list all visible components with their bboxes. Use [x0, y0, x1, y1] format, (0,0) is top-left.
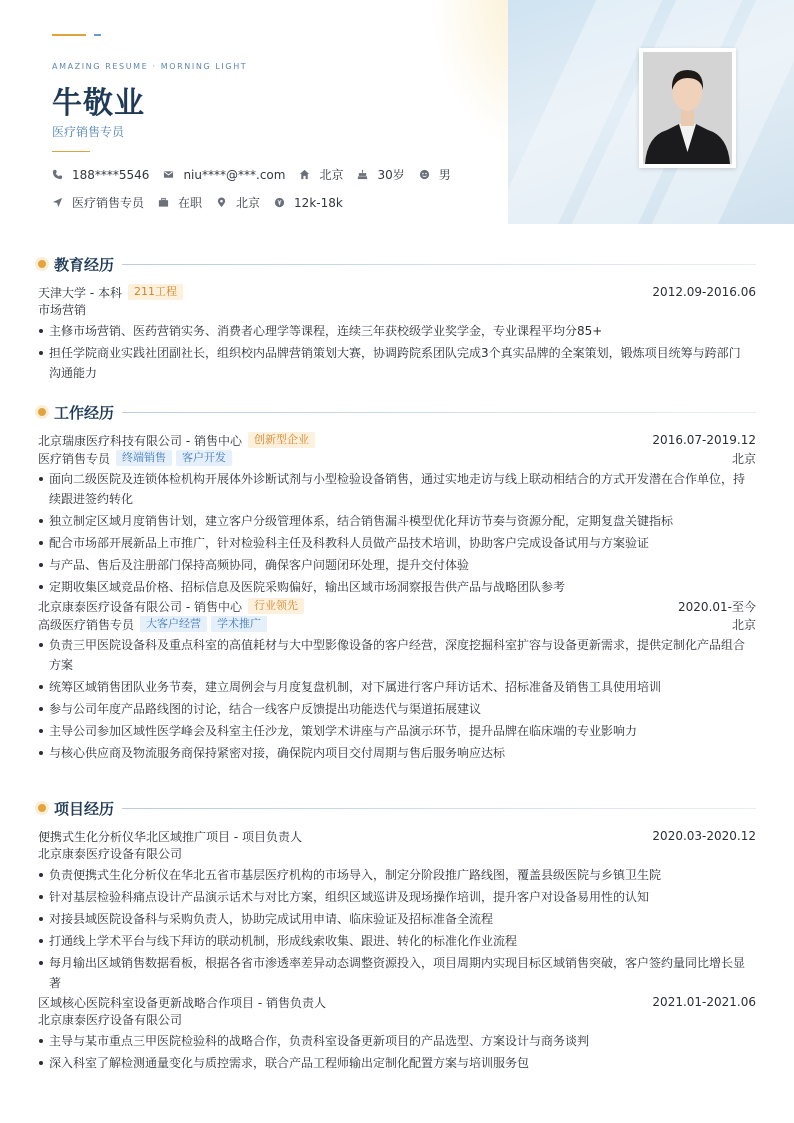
job-city: 北京: [731, 617, 756, 632]
company-name: 北京康泰医疗设备有限公司 - 销售中心: [38, 599, 242, 614]
skill-tag: 客户开发: [176, 450, 232, 466]
section-header: [38, 402, 756, 422]
school-name: 天津大学 - 本科: [38, 285, 122, 300]
decor-line: [52, 34, 86, 36]
education-entry-header: [38, 283, 756, 301]
employment-status-text: 在职: [178, 196, 203, 210]
job-bullets: [38, 469, 756, 597]
section-title: 项目经历: [54, 799, 115, 818]
profile-photo: [639, 48, 736, 168]
section-title: 教育经历: [54, 255, 115, 274]
education-bullets: [38, 321, 756, 383]
job-city: 北京: [731, 451, 756, 466]
target-city-text: 北京: [236, 196, 261, 210]
project-name: 区域核心医院科室设备更新战略合作项目 - 销售负责人: [38, 995, 326, 1010]
job-role-line: [38, 615, 756, 633]
project-org: 北京康泰医疗设备有限公司: [38, 847, 183, 861]
education-date: 2012.09-2016.06: [652, 285, 756, 299]
money-icon: [274, 197, 285, 208]
skill-tag: 学术推广: [211, 616, 267, 632]
job-bullets: [38, 635, 756, 763]
list-item: 深入科室了解检测通量变化与质控需求，联合产品工程师输出定制化配置方案与培训服务包: [38, 1053, 756, 1073]
project-date: 2020.03-2020.12: [652, 829, 756, 843]
job-date: 2020.01-至今: [678, 599, 756, 614]
school-badge: 211工程: [128, 284, 183, 300]
list-item: 主导与某市重点三甲医院检验科的战略合作，负责科室设备更新项目的产品选型、方案设计与商务谈判: [38, 1031, 756, 1051]
section-header: [38, 254, 756, 274]
list-item: 负责三甲医院设备科及重点科室的高值耗材与大中型影像设备的客户经营，深度挖掘科室扩容与设备更新需求，提供定制化产品组合方案: [38, 635, 756, 675]
project-bullets: [38, 865, 756, 993]
send-icon: [52, 197, 63, 208]
project-name: 便携式生化分析仪华北区域推广项目 - 项目负责人: [38, 829, 302, 844]
job-date: 2016.07-2019.12: [652, 433, 756, 447]
section-dot: [38, 260, 46, 268]
residence-text: 北京: [319, 168, 344, 182]
list-item: 与核心供应商及物流服务商保持紧密对接，确保院内项目交付周期与售后服务响应达标: [38, 743, 756, 763]
section-dot: [38, 408, 46, 416]
job-entry-header: [38, 431, 756, 449]
gender-text: 男: [438, 168, 451, 182]
briefcase-icon: [158, 197, 169, 208]
list-item: 独立制定区域月度销售计划，建立客户分级管理体系，结合销售漏斗模型优化拜访节奏与资源分配，定期复盘关键指标: [38, 511, 756, 531]
list-item: 打通线上学术平台与线下拜访的联动机制，形成线索收集、跟进、转化的标准化作业流程: [38, 931, 756, 951]
company-name: 北京瑞康医疗科技有限公司 - 销售中心: [38, 433, 242, 448]
company-badge: 创新型企业: [248, 432, 315, 448]
job-title: 医疗销售专员: [52, 125, 125, 139]
work-section: [38, 402, 756, 763]
target-position-item: [52, 194, 144, 211]
mail-icon: [163, 169, 174, 180]
project-org: 北京康泰医疗设备有限公司: [38, 1013, 183, 1027]
phone-text: 188****5546: [72, 167, 150, 182]
age-item: [357, 166, 404, 183]
section-title: 工作经历: [54, 403, 115, 422]
project-bullets: [38, 1031, 756, 1073]
list-item: 配合市场部开展新品上市推广，针对检验科主任及科教科人员做产品技术培训，协助客户完成设备试用与方案验证: [38, 533, 756, 553]
home-icon: [299, 169, 310, 180]
education-section: [38, 254, 756, 383]
list-item: 针对基层检验科痛点设计产品演示话术与对比方案，组织区域巡讲及现场操作培训，提升客户对设备易用性的认知: [38, 887, 756, 907]
list-item: 定期收集区域竞品价格、招标信息及医院采购偏好，输出区域市场洞察报告供产品与战略团队参考: [38, 577, 756, 597]
employment-status-item: [158, 194, 202, 211]
email-item: [163, 168, 285, 182]
project-date: 2021.01-2021.06: [652, 995, 756, 1009]
portrait-silhouette: [643, 52, 732, 164]
tagline: AMAZING RESUME · MORNING LIGHT: [52, 62, 248, 71]
target-position-text: 医疗销售专员: [72, 196, 145, 210]
skill-tag: 终端销售: [116, 450, 172, 466]
skill-tag: 大客户经营: [140, 616, 207, 632]
list-item: 对接县域医院设备科与采购负责人，协助完成试用申请、临床验证及招标准备全流程: [38, 909, 756, 929]
location-pin-icon: [216, 197, 227, 208]
list-item: 主修市场营销、医药营销实务、消费者心理学等课程，连续三年获校级学业奖学金，专业课程平均分85+: [38, 321, 756, 341]
job-role: 医疗销售专员: [38, 451, 111, 466]
section-dot: [38, 804, 46, 812]
company-badge: 行业领先: [248, 598, 304, 614]
candidate-name: 牛敬业: [52, 86, 145, 121]
job-entry-header: [38, 597, 756, 615]
section-rule: [122, 412, 756, 413]
job-role-line: [38, 449, 756, 467]
list-item: 每月输出区域销售数据看板，根据各省市渗透率差异动态调整资源投入，项目周期内实现目标区域销售突破，客户签约量同比增长显著: [38, 953, 756, 993]
decor-line: [94, 34, 101, 36]
salary-item: [274, 196, 343, 210]
major: 市场营销: [38, 303, 87, 317]
contact-row: [52, 166, 465, 183]
cake-icon: [357, 169, 368, 180]
gender-item: [419, 166, 451, 183]
age-text: 30岁: [377, 168, 405, 182]
list-item: 负责便携式生化分析仪在华北五省市基层医疗机构的市场导入，制定分阶段推广路线图，覆盖县级医院与乡镇卫生院: [38, 865, 756, 885]
section-rule: [122, 264, 756, 265]
list-item: 与产品、售后及注册部门保持高频协同，确保客户问题闭环处理，提升交付体验: [38, 555, 756, 575]
gender-icon: [419, 169, 430, 180]
projects-section: [38, 798, 756, 1073]
target-city-item: [216, 194, 260, 211]
phone-item: [52, 168, 149, 182]
title-divider: [52, 151, 90, 152]
project-entry-header: [38, 827, 756, 845]
list-item: 统筹区域销售团队业务节奏，建立周例会与月度复盘机制，对下属进行客户拜访话术、招标准备及销售工具使用培训: [38, 677, 756, 697]
job-intent-row: [52, 194, 357, 211]
salary-text: 12k-18k: [294, 195, 343, 210]
project-entry-header: [38, 993, 756, 1011]
list-item: 主导公司参加区域性医学峰会及科室主任沙龙，策划学术讲座与产品演示环节，提升品牌在临床端的专业影响力: [38, 721, 756, 741]
section-rule: [122, 808, 756, 809]
email-text: niu****@***.com: [183, 167, 286, 182]
job-role: 高级医疗销售专员: [38, 617, 135, 632]
phone-icon: [52, 169, 63, 180]
list-item: 参与公司年度产品路线图的讨论，结合一线客户反馈提出功能迭代与渠道拓展建议: [38, 699, 756, 719]
list-item: 担任学院商业实践社团副社长，组织校内品牌营销策划大赛，协调跨院系团队完成3个真实品牌的全案策划，锻炼项目统筹与跨部门沟通能力: [38, 343, 756, 383]
residence-item: [299, 166, 343, 183]
list-item: 面向二级医院及连锁体检机构开展体外诊断试剂与小型检验设备销售，通过实地走访与线上联动相结合的方式开发潜在合作单位，持续跟进签约转化: [38, 469, 756, 509]
section-header: [38, 798, 756, 818]
